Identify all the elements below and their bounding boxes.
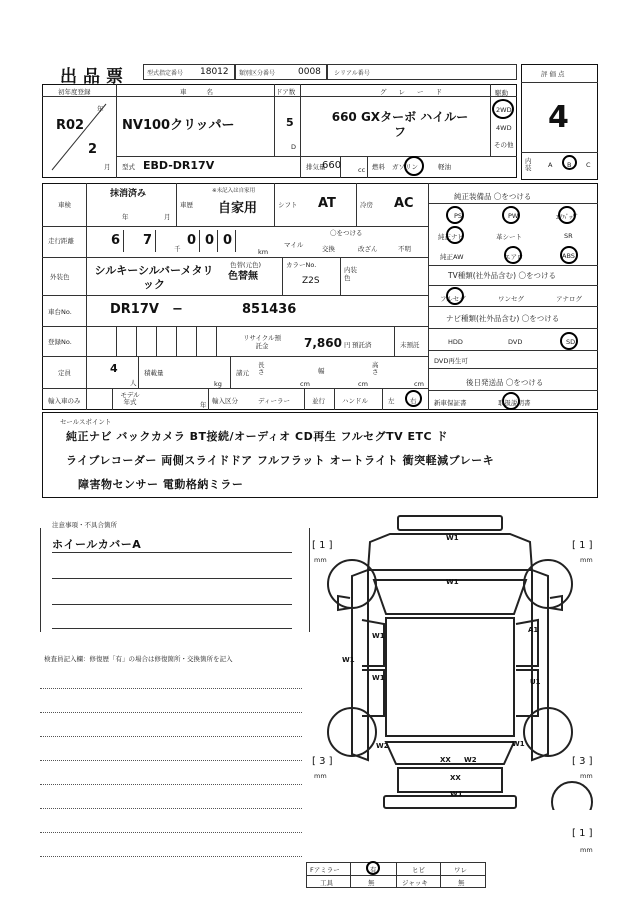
model-label: 型式 [122,163,135,171]
nav-sd: SD [566,338,576,346]
reg-no-cell [216,326,217,356]
tire-rr-bracket: [ 3 ] [572,756,593,767]
chip-label: ヒビ [412,866,425,874]
selling-points-label: セールスポイント [60,418,112,426]
category-no-value: 0008 [298,67,321,77]
equip-pw-circle [502,206,520,224]
import-class-label: 輸入区分 [212,397,238,405]
chassis-label: 車台No. [48,308,72,316]
drive-4wd: 4WD [496,124,512,132]
first-reg-era: R02 [56,118,85,133]
inspection-month: 月 [164,213,171,221]
selling-point-line-1: 純正ナビ バックカメラ BT接続/オーディオ CD再生 フルセグTV ETC ド [66,430,448,443]
mileage-unit: km [258,248,269,256]
history-label: 車歴 [180,201,193,209]
equip-aw: 純正AW [440,253,464,261]
inspector-line [40,784,302,785]
nav-sd-circle [560,332,578,350]
form-no-cell [143,64,235,80]
chassis-dash: − [172,302,183,317]
tire-fl-bracket: [ 1 ] [312,540,333,551]
tv-title: TV種類(社外品含む) 〇をつける [448,271,556,280]
category-no-cell [235,64,327,80]
f-mirror-circle [366,861,380,875]
tire-rr-unit: mm [580,772,593,780]
tire-rl-unit: mm [314,772,327,780]
drive-label: 駆動 [495,89,508,97]
inspector-line [40,832,302,833]
handle-right-circle [405,390,422,407]
drive-2wd-circle [492,99,514,119]
nav-hdd: HDD [448,338,463,346]
notes-label: 注意事項・不具合箇所 [52,521,117,529]
after-title: 後日発送品 〇をつける [466,378,544,387]
tire-fr-bracket: [ 1 ] [572,540,593,551]
equipment-title: 純正装備品 〇をつける [454,192,532,201]
damage-mark-left-rear-fender: W2 [376,742,389,750]
fuel-label: 燃料 [372,163,385,171]
tool-value: 無 [368,879,375,887]
load-unit: kg [214,380,222,388]
capacity-unit: 人 [130,379,137,387]
size-label: 諸元 [236,369,249,377]
length-unit: cm [300,380,310,388]
width-label: 幅 [318,367,325,375]
equip-sr: SR [564,232,573,240]
damage-mark-front-bumper: W1 [446,534,459,542]
interior-c: C [586,161,591,169]
chassis-no: 851436 [242,302,297,317]
model-year-label: モデル年式 [120,391,140,406]
color-change-label: 色替(元色) [230,261,262,269]
car-name-label: 車名 [180,88,233,96]
equip-abs: ABS [562,252,575,260]
equip-airbag: ｴｱﾊﾞｯｸﾞ [556,213,579,221]
equip-abs-circle [560,246,578,264]
reg-no-cell [136,326,137,356]
f-mirror-label: Fアミラー [310,866,340,874]
import-year-char: 年 [200,401,207,409]
inspector-label: 検査員記入欄：修復歴「有」の場合は修復箇所・交換箇所を記入 [44,655,233,663]
inspector-line [40,808,302,809]
shift-value: AT [318,196,336,211]
model-value: EBD-DR17V [143,159,215,172]
score-label: 評価点 [541,70,567,78]
doors-unit: D [291,143,297,151]
spare-bracket: [ 1 ] [572,828,593,839]
inspection-year: 年 [122,213,129,221]
color-no-value: Z2S [302,276,320,286]
damage-mark-rear-bumper: W1 [450,790,463,798]
first-reg-month-char: 月 [104,163,111,171]
tv-oneseg: ワンセグ [498,295,524,303]
fuel-circle [404,156,424,176]
tire-fl-value: 1 [319,540,326,551]
history-note: ※未記入は自家用 [212,188,256,194]
drive-other: その他 [494,141,514,149]
capacity-value: 4 [110,362,118,375]
f-mirror-value: 有 [370,866,377,874]
fuel-value: ガソリン [392,163,418,171]
reg-no-label: 登録No. [48,338,72,346]
tire-fr-value: 1 [579,540,586,551]
reg-no-cell [176,326,177,356]
import-parallel: 並行 [312,397,325,405]
damage-mark-rear-window: XX [440,756,451,764]
damage-mark-left-mirror: W1 [342,656,355,664]
crack-label: ワレ [454,866,467,874]
mileage-digit: 7 [140,230,156,252]
mileage-thousand: 千 [174,245,181,253]
handle-left: 左 [388,397,395,405]
displacement-label: 排気量 [306,163,326,171]
reg-no-cell [156,326,157,356]
color-label: 外装色 [50,273,70,281]
grade-label: グレード [380,88,454,96]
inspector-line [40,736,302,737]
light-oil-label: 軽油 [438,163,451,171]
tv-fullseg: フルセグ [440,295,466,303]
shift-label: シフト [278,201,298,209]
serial-no-label: シリアル番号 [334,70,370,77]
nav-title: ナビ種類(社外品含む) 〇をつける [446,314,560,323]
first-reg-year-char: 年 [97,105,104,113]
import-dealer: ディーラー [258,397,290,405]
damage-mark-right-front-door: A1 [528,626,539,634]
length-label: 長さ [258,361,265,376]
equip-aero-circle [504,246,522,264]
color-no-label: カラーNo. [286,261,317,269]
handle-right: 右 [410,397,417,405]
selling-point-line-2: ライブレコーダー 両側スライドドア フルフラット オートライト 衝突軽減ブレーキ [66,454,495,467]
tire-rl-value: 3 [319,756,326,767]
odo-unknown: 不明 [398,245,411,253]
serial-no-cell [327,64,517,80]
odo-modified: 改ざん [358,245,378,253]
inspector-line [40,712,302,713]
damage-mark-right-rear-fender: W1 [512,740,525,748]
equip-airbag-circle [558,206,576,224]
damage-mark-left-front-door: W1 [372,632,385,640]
equip-pw: PW [508,212,519,220]
chassis-prefix: DR17V [110,302,159,317]
load-label: 積載量 [144,369,164,377]
jack-label: ジャッキ [402,879,428,887]
damage-mark-right-rear-door: U1 [530,678,541,686]
after-manual-circle [502,392,520,410]
tire-fl-unit: mm [314,556,327,564]
color-change-value: 色替無 [228,271,258,282]
first-reg-month: 2 [88,142,98,157]
interior-label: 内装 [525,157,532,172]
form-no-label: 型式指定番号 [147,70,184,77]
score-value: 4 [548,100,569,135]
doors-value: 5 [286,116,294,129]
jack-value: 無 [458,879,465,887]
nav-dvd: DVD [508,338,523,346]
after-manual: 取扱説明書 [498,399,531,407]
spare-unit: mm [580,846,593,854]
recycle-label: リサイクル預託金 [242,334,282,350]
displacement-unit: cc [358,166,366,174]
spare-value: 1 [579,828,586,839]
recycle-amount: 7,860 [304,336,342,350]
reg-no-cell [116,326,117,356]
recycle-paid: 預託済 [352,341,372,349]
damage-mark-left-rear-door: W1 [372,674,385,682]
form-no-value: 18012 [200,67,229,77]
equip-navi: 純正ナビ [438,233,464,241]
equip-navi-circle [446,226,464,244]
inspection-label: 車検 [58,201,71,209]
inspector-line [40,760,302,761]
first-reg-label: 初年度登録 [58,88,91,96]
tv-fullseg-circle [446,287,464,305]
selling-point-line-3: 障害物センサー 電動格納ミラー [78,478,244,491]
category-no-label: 類別区分番号 [239,70,276,77]
mile-label: マイル [284,241,304,249]
import-label: 輸入車のみ [48,397,81,405]
recycle-unit: 円 [344,341,351,349]
inspector-line [40,688,302,689]
mileage-label: 走行距離 [48,237,74,245]
color-value: シルキーシルバーメタリック [94,264,214,291]
height-label: 高さ [372,361,379,376]
tire-rl-bracket: [ 3 ] [312,756,333,767]
after-warranty: 新車保証書 [434,399,467,407]
form-title: 出品票 [60,67,129,87]
interior-b-circle [562,155,577,170]
capacity-label: 定員 [58,369,71,377]
mileage-digit: 0 [184,230,200,252]
ac-value: AC [394,196,414,211]
recycle-unpaid: 未預託 [400,341,420,349]
handle-label: ハンドル [342,397,368,405]
equip-leather: 革シート [496,233,522,241]
odo-note: 〇をつける [330,229,363,237]
equip-aero: エアロ [504,253,524,261]
notes-line-1: ホイールカバーA [52,538,142,551]
interior-a: A [548,161,553,169]
odo-swap: 交換 [322,245,335,253]
tire-rr-value: 3 [579,756,586,767]
damage-mark-tailgate: XX [450,774,461,782]
tool-label: 工具 [320,879,333,887]
damage-mark-hood: W1 [446,578,459,586]
inspector-line [40,856,302,857]
drive-2wd: 2WD [496,106,512,114]
interior-b: B [567,161,572,169]
doors-label: ドア数 [276,88,296,96]
tv-analog: アナログ [556,295,582,303]
mileage-digit: 0 [220,230,236,252]
car-name-value: NV100クリッパー [122,118,235,133]
mileage-digit: 0 [202,230,218,252]
inspection-value: 抹消済み [110,189,147,199]
equip-ps: PS [454,212,463,220]
grade-value: 660 GXターボ ハイルーフ [331,110,469,139]
displacement-value: 660 [322,160,342,171]
tire-fr-unit: mm [580,556,593,564]
history-value: 自家用 [218,201,258,216]
height-unit: cm [414,380,424,388]
dvd-label: DVD再生可 [434,357,468,365]
width-unit: cm [358,380,368,388]
mileage-digit: 6 [108,230,124,252]
interior-color-label: 内装色 [344,266,357,282]
equip-ps-circle [446,206,464,224]
damage-mark-rear-window-2: W2 [464,756,477,764]
ac-label: 冷房 [360,201,373,209]
reg-no-cell [196,326,197,356]
